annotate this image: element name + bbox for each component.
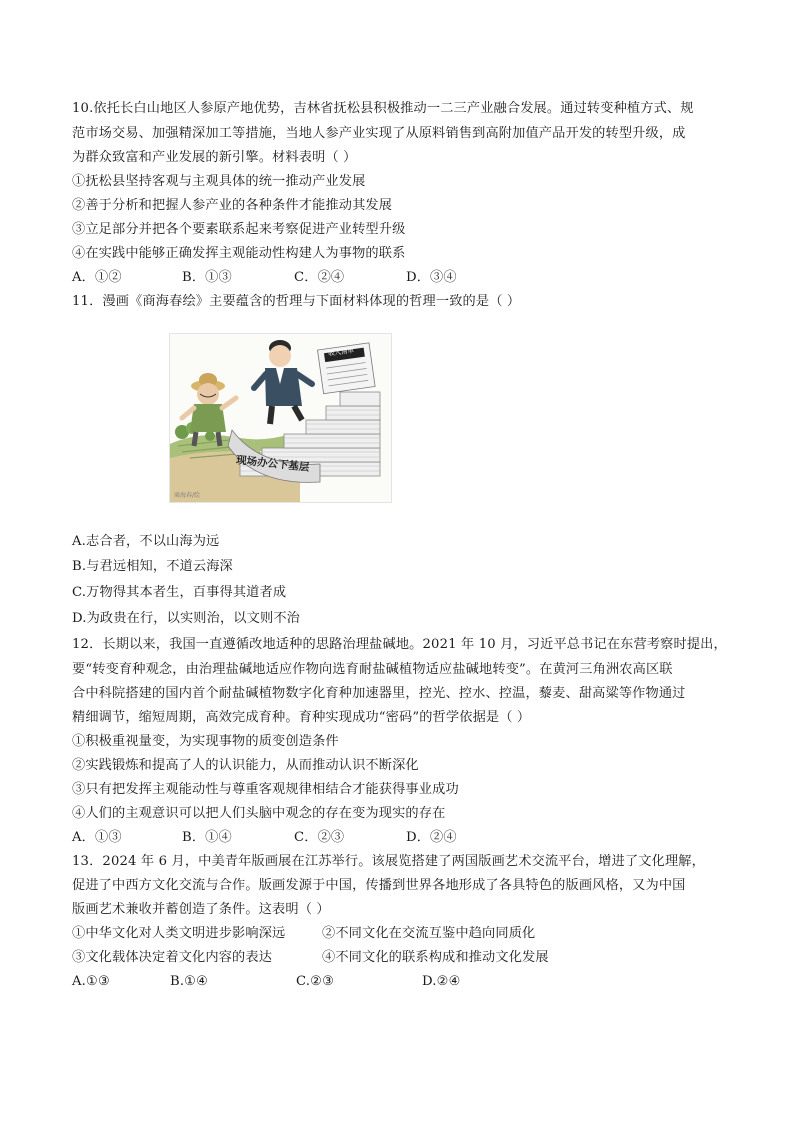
q11-option-b[interactable]: B.与君远相知，不道云海深 xyxy=(72,559,233,574)
q12-option-a[interactable]: A．①③ xyxy=(72,830,122,845)
cartoon-paper-label: 收入清单 xyxy=(327,346,355,358)
q12-stem-line-2: 要“转变育种观念，由治理盐碱地适应作物向选育耐盐碱植物适应盐碱地转变”。在黄河三角洲农高区联 xyxy=(72,662,673,677)
q12-item-3: ③只有把发挥主观能动性与尊重客观规律相结合才能获得事业成功 xyxy=(72,782,459,797)
q12-stem-line-4: 精细调节，缩短周期，高效完成育种。育种实现成功“密码”的哲学依据是（ ） xyxy=(72,710,531,725)
q11-option-c[interactable]: C.万物得其本者生，百事得其道者成 xyxy=(72,585,287,600)
q10-item-1: ①抚松县坚持客观与主观具体的统一推动产业发展 xyxy=(72,174,366,189)
q10-option-d[interactable]: D．③④ xyxy=(406,270,457,285)
q10-stem-line-1: 10.依托长白山地区人参原产地优势，吉林省抚松县积极推动一二三产业融合发展。通过转变种植方式、规 xyxy=(72,101,694,116)
q10-option-c[interactable]: C．②④ xyxy=(294,270,345,285)
q10-options xyxy=(72,269,457,287)
q10-stem-line-3: 为群众致富和产业发展的新引擎。材料表明（ ） xyxy=(72,150,357,165)
q11-option-d[interactable]: D.为政贵在行，以实则治，以文则不治 xyxy=(72,611,300,626)
q12-item-4: ④人们的主观意识可以把人们头脑中观念的存在变为现实的存在 xyxy=(72,806,446,821)
q11-option-a[interactable]: A.志合者，不以山海为远 xyxy=(72,534,220,549)
q12-item-2: ②实践锻炼和提高了人的认识能力，从而推动认识不断深化 xyxy=(72,758,419,773)
q12-options xyxy=(72,829,457,847)
q13-stem-line-3: 版画艺术兼收并蓄创造了条件。这表明（ ） xyxy=(72,902,330,917)
q12-stem-line-3: 合中科院搭建的国内首个耐盐碱植物数字化育种加速器里，控光、控水、控温，藜麦、甜高粱等作物通过 xyxy=(72,686,686,701)
q12-item-1: ①积极重视量变，为实现事物的质变创造条件 xyxy=(72,734,339,749)
q12-stem-line-1: 12．长期以来，我国一直遵循改地适种的思路治理盐碱地。2021 年 10 月，习近平总书记在东营考察时提出， xyxy=(72,637,727,652)
q13-item-4: ④不同文化的联系构成和推动文化发展 xyxy=(322,950,549,965)
q13-item-2: ②不同文化在交流互鉴中趋向同质化 xyxy=(322,926,536,941)
q10-option-b[interactable]: B．①③ xyxy=(182,270,232,285)
q13-item-3: ③文化载体决定着文化内容的表达 xyxy=(72,950,273,965)
q13-item-1: ①中华文化对人类文明进步影响深远 xyxy=(72,926,286,941)
q13-stem-line-2: 促进了中西方文化交流与合作。版画发源于中国，传播到世界各地形成了各具特色的版画风格，又为中国 xyxy=(72,878,686,893)
q13-option-c[interactable]: C.②③ xyxy=(296,974,335,989)
q10-item-2: ②善于分析和把握人参产业的各种条件才能推动其发展 xyxy=(72,198,393,213)
cartoon-image xyxy=(169,333,392,503)
q12-option-c[interactable]: C．②③ xyxy=(294,830,345,845)
q10-item-4: ④在实践中能够正确发挥主观能动性构建人为事物的联系 xyxy=(72,246,406,261)
q13-option-b[interactable]: B.①④ xyxy=(170,974,209,989)
q12-option-d[interactable]: D．②④ xyxy=(406,830,457,845)
q11-stem: 11．漫画《商海春绘》主要蕴含的哲理与下面材料体现的哲理一致的是（ ） xyxy=(72,294,521,309)
q13-option-a[interactable]: A.①③ xyxy=(72,974,110,989)
cartoon-sign-text: 现场办公下基层 xyxy=(235,454,310,474)
q13-items-row-1 xyxy=(72,925,535,943)
q12-option-b[interactable]: B．①④ xyxy=(182,830,232,845)
q13-option-d[interactable]: D.②④ xyxy=(422,974,461,989)
q13-stem-line-1: 13．2024 年 6 月，中美青年版画展在江苏举行。该展览搭建了两国版画艺术交流平台，增进了文化理解， xyxy=(72,854,705,869)
q13-options xyxy=(72,973,461,991)
q10-item-3: ③立足部分并把各个要素联系起来考察促进产业转型升级 xyxy=(72,222,406,237)
q13-items-row-2 xyxy=(72,949,549,967)
cartoon-credit: 商海春/绘 xyxy=(174,492,201,499)
q10-option-a[interactable]: A．①② xyxy=(72,270,122,285)
q10-stem-line-2: 范市场交易、加强精深加工等措施，当地人参产业实现了从原料销售到高附加值产品开发的转型升级，成 xyxy=(72,126,686,141)
